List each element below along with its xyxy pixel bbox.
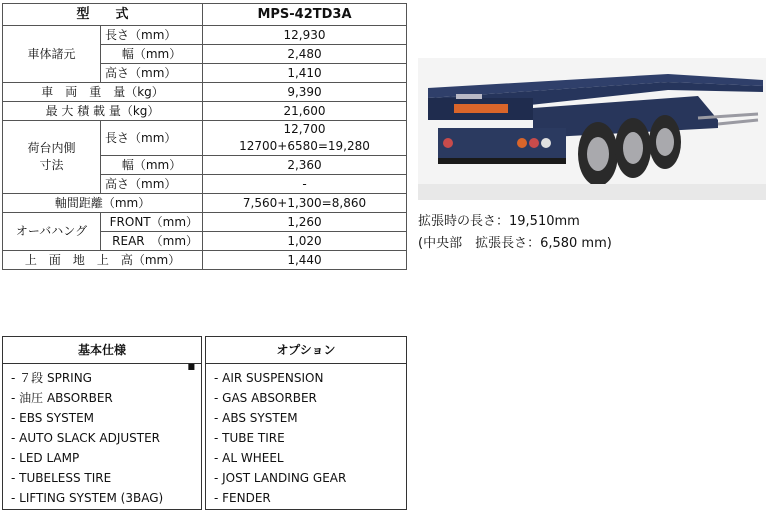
- table-row: [3, 83, 407, 102]
- table-row: [3, 26, 407, 45]
- list-item: - AL WHEEL: [214, 451, 284, 465]
- options-title: オプション: [276, 343, 336, 357]
- basic-specs-header: [3, 337, 201, 371]
- trailer-photo: [418, 58, 766, 200]
- row-label: 上 面 地 上 高（mm）: [3, 251, 203, 270]
- table-row: [3, 251, 407, 270]
- bed-dims-group: [3, 121, 101, 194]
- model-number: MPS-42TD3A: [203, 4, 407, 26]
- row-label: 最 大 積 載 量（kg）: [3, 102, 203, 121]
- table-row: [3, 213, 407, 232]
- extended-length-note: 拡張時の長さ：19,510mm: [418, 214, 580, 229]
- list-item: - FENDER: [214, 491, 271, 505]
- spec-header-row: [3, 4, 407, 26]
- list-item: - ７段 SPRING: [11, 371, 92, 385]
- table-row: [3, 121, 407, 156]
- ground: [418, 184, 766, 200]
- list-item: - EBS SYSTEM: [11, 411, 95, 425]
- basic-specs-box: [2, 336, 202, 510]
- list-item: - TUBELESS TIRE: [11, 471, 112, 485]
- underride-guard: [438, 158, 566, 164]
- row-value: 2,360: [203, 156, 407, 175]
- bed-dims-line1: 荷台内側: [27, 141, 76, 155]
- list-item: - AUTO SLACK ADJUSTER: [11, 431, 161, 445]
- row-label: FRONT（mm）: [101, 213, 203, 232]
- wheel-rim: [623, 132, 643, 164]
- tail-lamp: [443, 138, 453, 148]
- list-item: - ABS SYSTEM: [214, 411, 298, 425]
- row-label: 長さ（mm）: [101, 26, 203, 45]
- table-row: [3, 102, 407, 121]
- list-item: - GAS ABSORBER: [214, 391, 317, 405]
- wheel-rim: [656, 128, 674, 156]
- row-label: 軸間距離（mm）: [3, 194, 203, 213]
- row-value: 1,260: [203, 213, 407, 232]
- list-item: - LED LAMP: [11, 451, 80, 465]
- row-value: 1,020: [203, 232, 407, 251]
- model-label: 型 式: [3, 4, 203, 26]
- row-value: 9,390: [203, 83, 407, 102]
- tail-lamp: [517, 138, 527, 148]
- row-value: 1,440: [203, 251, 407, 270]
- row-value: -: [203, 175, 407, 194]
- row-label: 幅（mm）: [101, 156, 203, 175]
- row-label: 車 両 重 量（kg）: [3, 83, 203, 102]
- tail-lamp: [529, 138, 539, 148]
- options-header: [206, 337, 406, 364]
- bed-dims-line2: 寸法: [39, 158, 64, 172]
- row-label: 高さ（mm）: [101, 64, 203, 83]
- center-extension-note: (中央部 拡張長さ：6,580 mm): [418, 236, 612, 251]
- list-item: - TUBE TIRE: [214, 431, 285, 445]
- row-label: 高さ（mm）: [101, 175, 203, 194]
- row-label: 長さ（mm）: [101, 121, 203, 156]
- options-list: [206, 364, 406, 508]
- list-item: - AIR SUSPENSION: [214, 371, 324, 385]
- list-item: - LIFTING SYSTEM (3BAG): [11, 491, 164, 505]
- options-box: [205, 336, 407, 510]
- row-value: 2,480: [203, 45, 407, 64]
- vehicle-dims-group: 車体諸元: [3, 26, 101, 83]
- overhang-group: オーバハング: [3, 213, 101, 251]
- list-item: - JOST LANDING GEAR: [214, 471, 347, 485]
- list-item: - 油圧 ABSORBER: [11, 391, 113, 405]
- basic-specs-list: [3, 364, 201, 508]
- rear-plate: [456, 94, 482, 99]
- basic-specs-title: 基本仕様: [77, 343, 126, 357]
- row-value: 21,600: [203, 102, 407, 121]
- row-value: 7,560+1,300=8,860: [203, 194, 407, 213]
- row-value: 1,410: [203, 64, 407, 83]
- row-value: [203, 121, 407, 156]
- handle-mark-icon: ■: [187, 362, 195, 371]
- table-row: [3, 194, 407, 213]
- row-label: 幅（mm）: [101, 45, 203, 64]
- wheel-rim: [587, 137, 609, 171]
- bed-length-value: 12,700: [283, 122, 326, 136]
- rear-reflector: [454, 104, 508, 113]
- row-value: 12,930: [203, 26, 407, 45]
- bed-length-extended-value: 12700+6580=19,280: [239, 139, 370, 153]
- row-label: REAR （mm）: [101, 232, 203, 251]
- spec-table: [2, 3, 407, 270]
- tail-lamp: [541, 138, 551, 148]
